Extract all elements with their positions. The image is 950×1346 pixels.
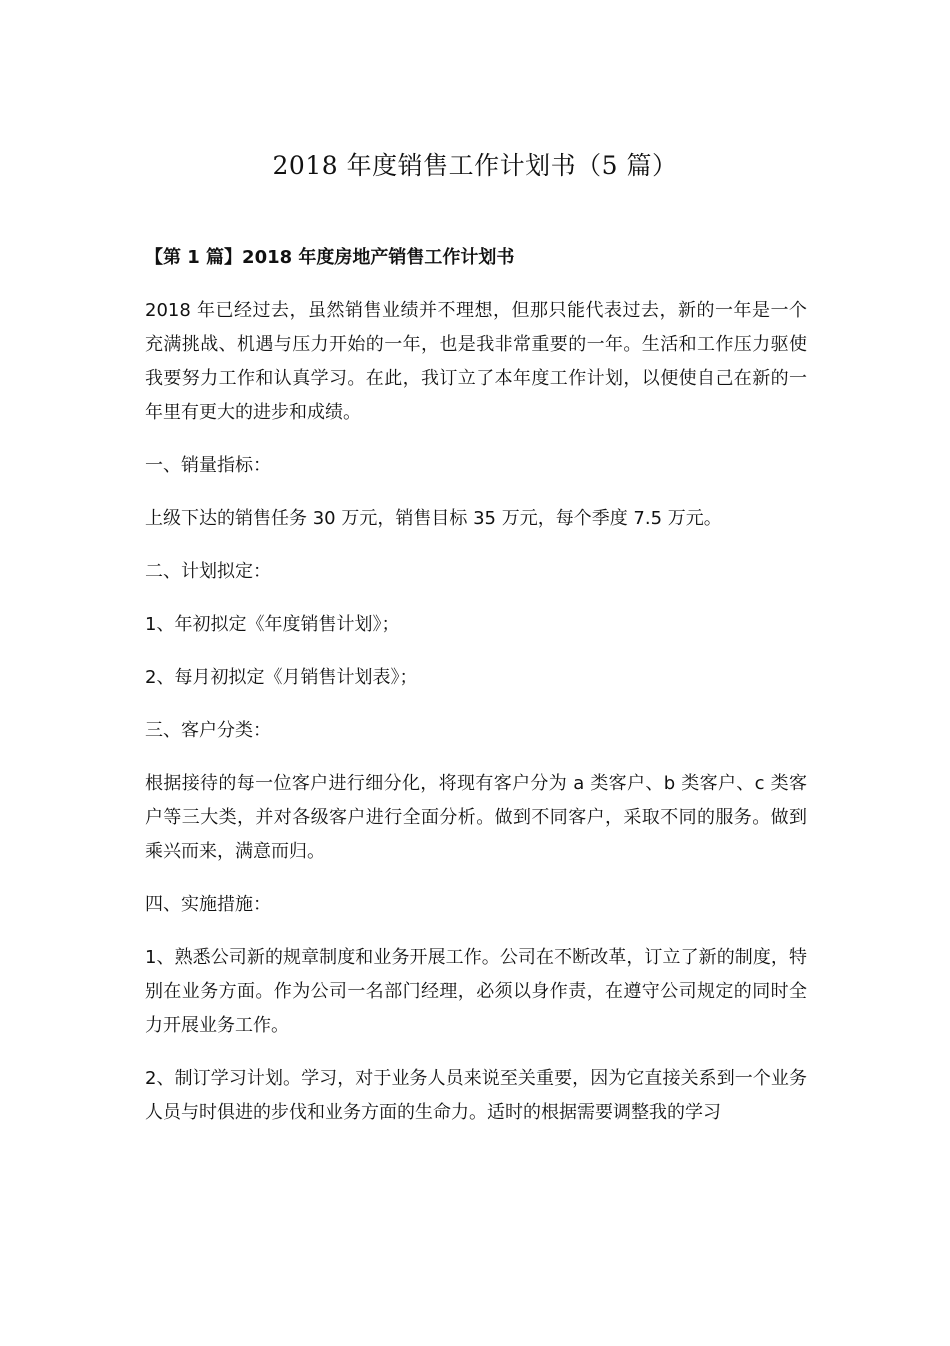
heading-measures: 四、实施措施： xyxy=(145,894,271,915)
section-title: 【第 1 篇】2018 年度房地产销售工作计划书 xyxy=(145,247,515,268)
heading-sales-target: 一、销量指标： xyxy=(145,455,271,476)
document-title: 2018 年度销售工作计划书（5 篇） xyxy=(272,151,678,180)
paragraph-plan-annual: 1、年初拟定《年度销售计划》； xyxy=(145,614,400,635)
paragraph-customer-classification: 根据接待的每一位客户进行细分化，将现有客户分为 a 类客户、b 类客户、c 类客户等三大类，并对各级客户进行全面分析。做到不同客户，采取不同的服务。做到乘兴而来，满意而归。 xyxy=(145,773,807,862)
document-body xyxy=(145,241,807,1149)
heading-customer-classification: 三、客户分类： xyxy=(145,720,271,741)
paragraph-sales-target: 上级下达的销售任务 30 万元，销售目标 35 万元，每个季度 7.5 万元。 xyxy=(145,508,722,529)
paragraph-measure-2: 2、制订学习计划。学习，对于业务人员来说至关重要，因为它直接关系到一个业务人员与时俱进的步伐和业务方面的生命力。适时的根据需要调整我的学习 xyxy=(145,1068,807,1123)
heading-plan: 二、计划拟定： xyxy=(145,561,271,582)
paragraph-plan-monthly: 2、每月初拟定《月销售计划表》； xyxy=(145,667,418,688)
paragraph-intro: 2018 年已经过去，虽然销售业绩并不理想，但那只能代表过去，新的一年是一个充满挑战、机遇与压力开始的一年，也是我非常重要的一年。生活和工作压力驱使我要努力工作和认真学习。在此，我订立了本年度工作计划，以便使自己在新的一年里有更大的进步和成绩。 xyxy=(145,300,807,423)
paragraph-measure-1: 1、熟悉公司新的规章制度和业务开展工作。公司在不断改革，订立了新的制度，特别在业务方面。作为公司一名部门经理，必须以身作责，在遵守公司规定的同时全力开展业务工作。 xyxy=(145,947,807,1036)
